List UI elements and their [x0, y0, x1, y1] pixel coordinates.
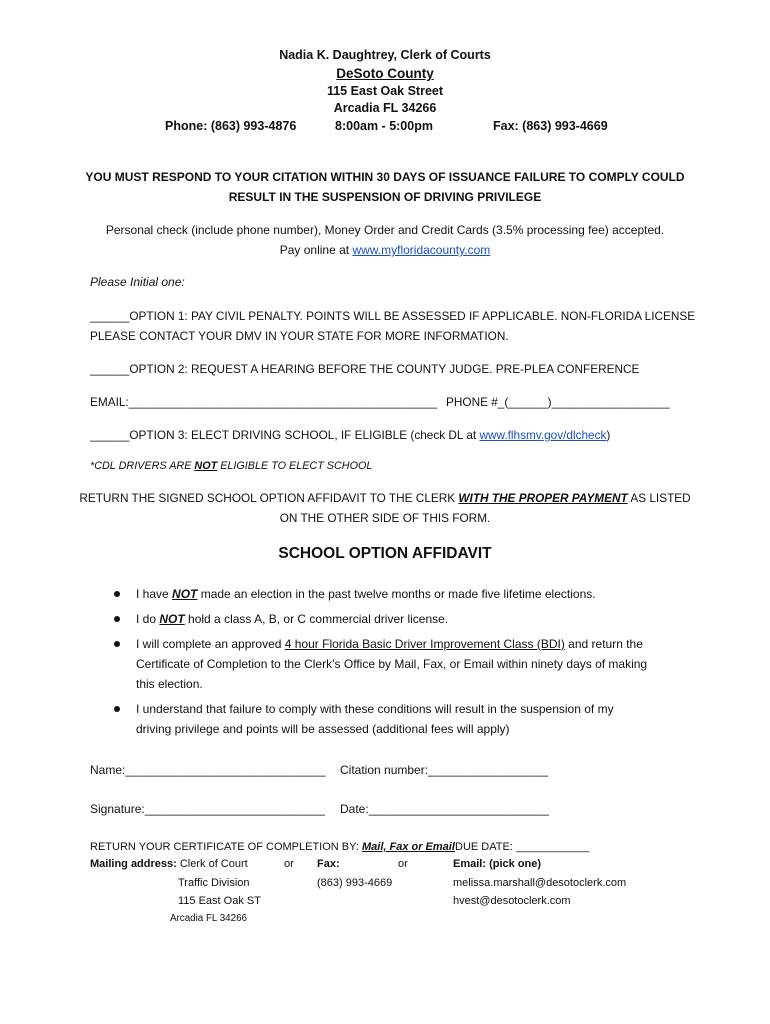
option-3-initial-blank[interactable]: ______ [90, 428, 130, 442]
option-2-text: OPTION 2: REQUEST A HEARING BEFORE THE COUNTY JUDGE. PRE-PLEA CONFERENCE [129, 362, 640, 376]
county-name-text: DeSoto County [336, 66, 434, 81]
return-note-prefix: RETURN THE SIGNED SCHOOL OPTION AFFIDAVIT TO THE CLERK [79, 491, 459, 505]
dlcheck-link[interactable]: www.flhsmv.gov/dlcheck [479, 428, 607, 442]
office-hours: 8:00am - 5:00pm [335, 119, 433, 133]
clerk-city: Arcadia FL 34266 [333, 101, 437, 115]
email-option-1: melissa.marshall@desotoclerk.com [453, 877, 627, 889]
return-note-emph: WITH THE PROPER PAYMENT [458, 491, 628, 505]
date-line [340, 802, 549, 816]
item-1-post: made an election in the past twelve months or made five lifetime elections. [197, 587, 596, 601]
return-certificate-line [90, 841, 455, 853]
clerk-phone: Phone: (863) 993-4876 [165, 119, 297, 133]
bullet-icon [114, 706, 120, 712]
item-1-emph: NOT [172, 587, 198, 601]
option-1-line-1 [90, 309, 695, 323]
name-label: Name: [90, 763, 126, 777]
or-separator-1: or [284, 858, 294, 870]
mailing-line-1: Clerk of Court [176, 858, 248, 870]
affidavit-item-4: I understand that failure to comply with these conditions will result in the suspension of my [136, 702, 614, 716]
clerk-street: 115 East Oak Street [326, 84, 444, 98]
bullet-icon [114, 641, 120, 647]
item-2-emph: NOT [159, 612, 185, 626]
phone-number-field[interactable]: __________________ [551, 395, 670, 409]
option-3-close: ) [606, 428, 611, 442]
clerk-name: Nadia K. Daughtrey, Clerk of Courts [279, 48, 491, 62]
clerk-fax: Fax: (863) 993-4669 [493, 119, 608, 133]
bullet-icon [114, 616, 120, 622]
option-2-initial-blank[interactable]: ______ [90, 362, 130, 376]
option-1-initial-blank[interactable]: ______ [90, 309, 130, 323]
signature-line [90, 802, 325, 816]
return-note-line-2: ON THE OTHER SIDE OF THIS FORM. [279, 511, 491, 525]
mailing-line-4: Arcadia FL 34266 [170, 913, 247, 924]
cdl-note-emph: NOT [194, 460, 218, 472]
or-separator-2: or [398, 858, 408, 870]
cdl-note [90, 460, 372, 472]
affidavit-title: SCHOOL OPTION AFFIDAVIT [278, 545, 492, 562]
pay-online [0, 243, 770, 257]
citation-label: Citation number: [340, 763, 429, 777]
return-certificate-label: RETURN YOUR CERTIFICATE OF COMPLETION BY: [90, 841, 362, 853]
option-3-text: OPTION 3: ELECT DRIVING SCHOOL, IF ELIGIBLE (check DL at [129, 428, 480, 442]
option-3 [90, 428, 610, 442]
option-1-text: OPTION 1: PAY CIVIL PENALTY. POINTS WILL BE ASSESSED IF APPLICABLE. NON-FLORIDA LICENSE [129, 309, 696, 323]
email-option-2: hvest@desotoclerk.com [453, 895, 571, 907]
affidavit-item-3 [136, 637, 643, 651]
option-2 [90, 362, 639, 376]
pay-online-link[interactable]: www.myfloridacounty.com [352, 243, 491, 257]
signature-field[interactable]: ___________________________ [144, 802, 325, 816]
item-2-pre: I do [136, 612, 160, 626]
item-1-pre: I have [136, 587, 173, 601]
affidavit-item-1 [136, 587, 596, 601]
affidavit-item-2 [136, 612, 448, 626]
due-date: DUE DATE: ____________ [455, 841, 590, 853]
date-field[interactable]: ___________________________ [368, 802, 549, 816]
county-name [0, 66, 770, 81]
name-line [90, 763, 326, 777]
phone-close-paren: ) [547, 395, 552, 409]
fax-number: (863) 993-4669 [317, 877, 393, 889]
name-field[interactable]: ______________________________ [125, 763, 326, 777]
initial-prompt: Please Initial one: [90, 275, 185, 289]
item-3-post: and return the [564, 637, 643, 651]
mailing-line-3: 115 East Oak ST [178, 895, 261, 907]
bullet-icon [114, 591, 120, 597]
cdl-note-prefix: *CDL DRIVERS ARE [90, 460, 195, 472]
phone-area-code-field[interactable]: ______ [508, 395, 548, 409]
item-2-post: hold a class A, B, or C commercial driver license. [184, 612, 449, 626]
warning-line-2: RESULT IN THE SUSPENSION OF DRIVING PRIVILEGE [228, 190, 542, 204]
warning-line-1: YOU MUST RESPOND TO YOUR CITATION WITHIN 30 DAYS OF ISSUANCE FAILURE TO COMPLY COULD [85, 170, 685, 184]
signature-label: Signature: [90, 802, 145, 816]
phone-line [446, 395, 670, 409]
cdl-note-suffix: ELIGIBLE TO ELECT SCHOOL [217, 460, 373, 472]
contact-line [90, 395, 437, 409]
citation-line [340, 763, 548, 777]
mailing-address-line-1 [90, 858, 248, 870]
fax-label: Fax: [317, 858, 340, 870]
pay-online-label: Pay online at [279, 243, 353, 257]
citation-number-field[interactable]: __________________ [428, 763, 549, 777]
affidavit-item-3-line-2: Certificate of Completion to the Clerk’s Office by Mail, Fax, or Email within ninety days of making [136, 657, 648, 671]
payment-methods: Personal check (include phone number), Money Order and Credit Cards (3.5% processing fee) accepted. [105, 223, 665, 237]
return-note-suffix: AS LISTED [627, 491, 691, 505]
item-3-emph: 4 hour Florida Basic Driver Improvement Class (BDI) [284, 637, 565, 651]
mailing-label: Mailing address: [90, 858, 177, 870]
mailing-line-2: Traffic Division [178, 877, 250, 889]
item-3-pre: I will complete an approved [136, 637, 285, 651]
affidavit-item-3-line-3: this election. [136, 677, 203, 691]
return-note-line-1 [0, 491, 770, 505]
option-1-line-2: PLEASE CONTACT YOUR DMV IN YOUR STATE FOR MORE INFORMATION. [90, 329, 509, 343]
phone-label: PHONE #_( [446, 395, 509, 409]
affidavit-item-4-line-2: driving privilege and points will be assessed (additional fees will apply) [136, 722, 510, 736]
email-label: EMAIL: [90, 395, 129, 409]
email-options-label: Email: (pick one) [453, 858, 542, 870]
date-label: Date: [340, 802, 369, 816]
email-field[interactable]: _______________________________________________ [128, 395, 438, 409]
return-methods: Mail, Fax or Email [361, 841, 455, 853]
